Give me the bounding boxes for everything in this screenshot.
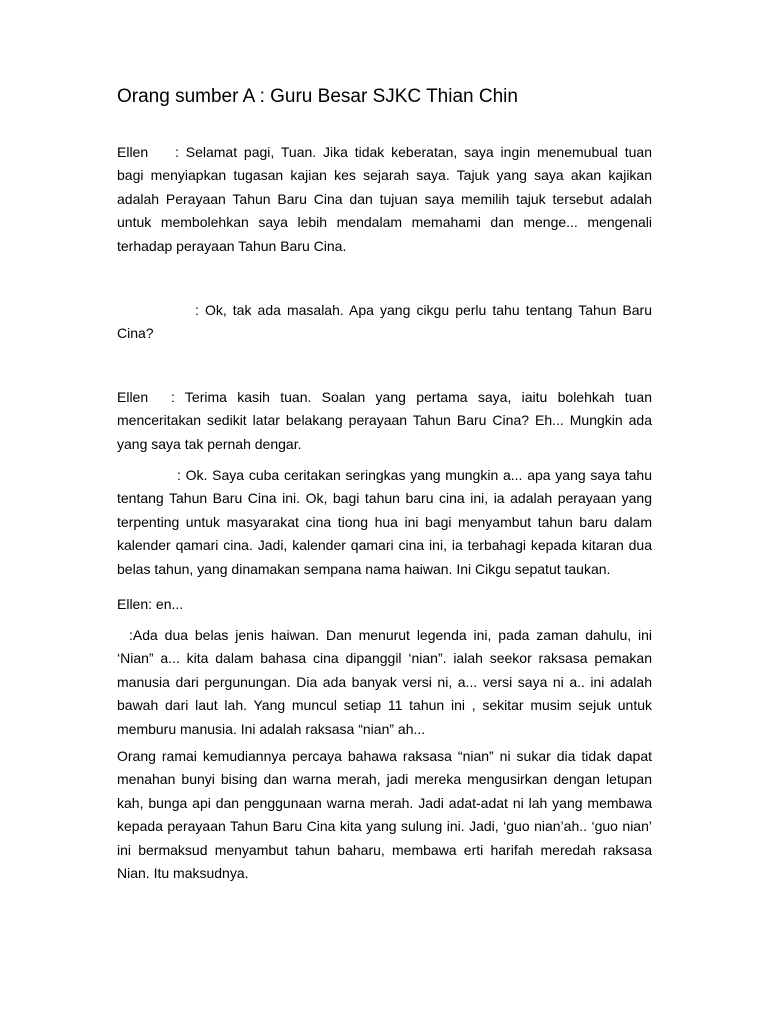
paragraph-text: : Ok, tak ada masalah. Apa yang cikgu perlu tahu tentang Tahun Baru Cina? (117, 302, 652, 342)
page-title: Orang sumber A : Guru Besar SJKC Thian Chin (117, 86, 518, 107)
paragraph-ellen-question (117, 386, 652, 456)
paragraph-text: Ellen: en... (117, 596, 184, 612)
paragraph-text: : Ok. Saya cuba ceritakan seringkas yang mungkin a... apa yang saya tahu tentang Tahun Baru Cina ini. Ok, bagi tahun baru cina ini, ia adalah perayaan yang terpenting untuk masyarakat cina tiong hua ini bagi menyambut tahun baru dalam kalender qamari cina. Jadi, kalender qamari cina ini, ia terbahagi kepada kitaran dua belas tahun, yang dinamakan sempana nama haiwan. Ini Cikgu sepatut taukan. (117, 467, 652, 577)
paragraph-teacher-legend (117, 624, 652, 741)
speaker-label: Ellen (117, 389, 149, 405)
paragraph-teacher-background (117, 464, 652, 581)
paragraph-ellen-interjection (117, 593, 652, 616)
paragraph-teacher-conclusion (117, 745, 652, 885)
paragraph-text: Orang ramai kemudiannya percaya bahawa raksasa “nian” ni sukar dia tidak dapat menahan bunyi bising dan warna merah, jadi mereka mengusirkan dengan letupan kah, bunga api dan penggunaan warna merah. Jadi adat-adat ni lah yang membawa kepada perayaan Tahun Baru Cina kita yang sulung ini. Jadi, ‘guo nian’ah.. ‘guo nian’ ini bermaksud menyambut tahun baharu, membawa erti harifah meredah raksasa Nian. Itu maksudnya. (117, 748, 652, 882)
paragraph-text: :Ada dua belas jenis haiwan. Dan menurut legenda ini, pada zaman dahulu, ini ‘Nian” a... kita dalam bahasa cina dipanggil ‘nian”. ialah seekor raksasa pemakan manusia dari pergunungan. Dia ada banyak versi ni, a... versi saya ni a.. ini adalah bawah dari laut lah. Yang muncul setiap 11 tahun ini , sekitar musim sejuk untuk memburu manusia. Ini adalah raksasa “nian” ah... (117, 627, 652, 737)
paragraph-teacher-reply (117, 299, 652, 346)
paragraph-text: : Selamat pagi, Tuan. Jika tidak keberatan, saya ingin menemubual tuan bagi menyiapkan tugasan kajian kes sejarah saya. Tajuk yang saya akan kajikan adalah Perayaan Tahun Baru Cina dan tujuan saya memilih tajuk tersebut adalah untuk membolehkan saya lebih mendalam memahami dan menge... mengenali terhadap perayaan Tahun Baru Cina. (117, 144, 652, 254)
paragraph-ellen-greeting (117, 141, 652, 258)
paragraph-text: : Terima kasih tuan. Soalan yang pertama saya, iaitu bolehkah tuan menceritakan sedikit latar belakang perayaan Tahun Baru Cina? Eh... Mungkin ada yang saya tak pernah dengar. (117, 389, 652, 452)
speaker-label: Ellen (117, 144, 149, 160)
